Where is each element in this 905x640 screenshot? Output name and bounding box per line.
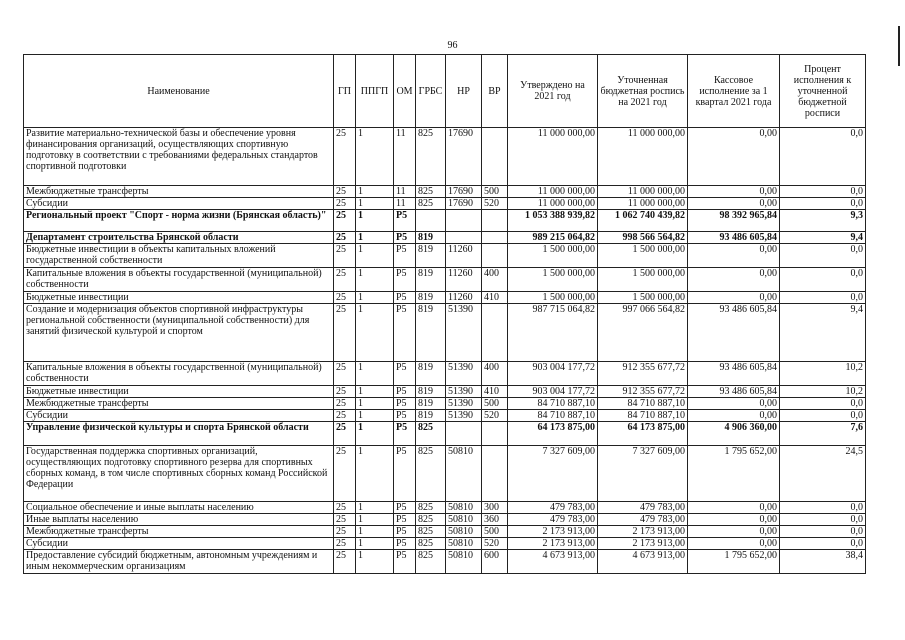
cell-grbs: 819 bbox=[416, 244, 446, 268]
cell-percent: 10,2 bbox=[780, 362, 866, 386]
cell-om: P5 bbox=[394, 244, 416, 268]
table-row bbox=[24, 362, 866, 386]
cell-np: 51390 bbox=[446, 398, 482, 410]
cell-gp: 25 bbox=[334, 304, 356, 362]
cell-vr bbox=[482, 244, 508, 268]
header-cash: Кассовое исполнение за 1 квартал 2021 года bbox=[688, 55, 780, 128]
cell-name: Межбюджетные трансферты bbox=[24, 526, 334, 538]
cell-refined: 11 000 000,00 bbox=[598, 186, 688, 198]
header-refined: Уточненная бюджетная роспись на 2021 год bbox=[598, 55, 688, 128]
cell-grbs: 825 bbox=[416, 526, 446, 538]
cell-ppgp: 1 bbox=[356, 268, 394, 292]
cell-name: Межбюджетные трансферты bbox=[24, 186, 334, 198]
cell-ppgp: 1 bbox=[356, 292, 394, 304]
cell-grbs: 819 bbox=[416, 398, 446, 410]
cell-vr bbox=[482, 128, 508, 186]
cell-cash: 0,00 bbox=[688, 292, 780, 304]
table-row bbox=[24, 446, 866, 502]
cell-percent: 0,0 bbox=[780, 292, 866, 304]
cell-np: 50810 bbox=[446, 502, 482, 514]
cell-ppgp: 1 bbox=[356, 304, 394, 362]
cell-cash: 1 795 652,00 bbox=[688, 550, 780, 574]
cell-grbs: 825 bbox=[416, 186, 446, 198]
cell-grbs bbox=[416, 210, 446, 232]
cell-refined: 912 355 677,72 bbox=[598, 362, 688, 386]
table-row bbox=[24, 198, 866, 210]
cell-approved: 1 053 388 939,82 bbox=[508, 210, 598, 232]
cell-refined: 1 062 740 439,82 bbox=[598, 210, 688, 232]
cell-cash: 4 906 360,00 bbox=[688, 422, 780, 446]
cell-np: 51390 bbox=[446, 410, 482, 422]
cell-om: P5 bbox=[394, 538, 416, 550]
cell-ppgp: 1 bbox=[356, 128, 394, 186]
cell-np: 17690 bbox=[446, 198, 482, 210]
cell-om: 11 bbox=[394, 198, 416, 210]
cell-ppgp: 1 bbox=[356, 514, 394, 526]
cell-approved: 64 173 875,00 bbox=[508, 422, 598, 446]
cell-refined: 479 783,00 bbox=[598, 502, 688, 514]
cell-refined: 84 710 887,10 bbox=[598, 410, 688, 422]
cell-gp: 25 bbox=[334, 210, 356, 232]
cell-refined: 7 327 609,00 bbox=[598, 446, 688, 502]
cell-percent: 38,4 bbox=[780, 550, 866, 574]
cell-vr: 600 bbox=[482, 550, 508, 574]
cell-gp: 25 bbox=[334, 526, 356, 538]
cell-percent: 9,4 bbox=[780, 232, 866, 244]
table-row bbox=[24, 244, 866, 268]
cell-grbs: 825 bbox=[416, 128, 446, 186]
cell-cash: 0,00 bbox=[688, 186, 780, 198]
table-row bbox=[24, 410, 866, 422]
cell-vr: 300 bbox=[482, 502, 508, 514]
cell-cash: 98 392 965,84 bbox=[688, 210, 780, 232]
cell-refined: 2 173 913,00 bbox=[598, 538, 688, 550]
cell-name: Капитальные вложения в объекты государственной (муниципальной) собственности bbox=[24, 268, 334, 292]
cell-cash: 0,00 bbox=[688, 514, 780, 526]
cell-om: P5 bbox=[394, 304, 416, 362]
cell-gp: 25 bbox=[334, 538, 356, 550]
cell-name: Социальное обеспечение и иные выплаты населению bbox=[24, 502, 334, 514]
cell-ppgp: 1 bbox=[356, 232, 394, 244]
cell-vr bbox=[482, 304, 508, 362]
cell-om: P5 bbox=[394, 446, 416, 502]
cell-gp: 25 bbox=[334, 398, 356, 410]
table-row bbox=[24, 422, 866, 446]
cell-gp: 25 bbox=[334, 186, 356, 198]
cell-gp: 25 bbox=[334, 446, 356, 502]
scan-edge-mark bbox=[898, 26, 900, 66]
cell-approved: 1 500 000,00 bbox=[508, 268, 598, 292]
cell-vr: 400 bbox=[482, 268, 508, 292]
cell-np bbox=[446, 210, 482, 232]
cell-grbs: 819 bbox=[416, 362, 446, 386]
cell-vr bbox=[482, 232, 508, 244]
cell-vr: 500 bbox=[482, 186, 508, 198]
cell-percent: 7,6 bbox=[780, 422, 866, 446]
cell-vr bbox=[482, 210, 508, 232]
cell-om: P5 bbox=[394, 232, 416, 244]
cell-gp: 25 bbox=[334, 292, 356, 304]
table-row bbox=[24, 186, 866, 198]
cell-np: 50810 bbox=[446, 538, 482, 550]
cell-approved: 987 715 064,82 bbox=[508, 304, 598, 362]
cell-np: 51390 bbox=[446, 304, 482, 362]
cell-refined: 479 783,00 bbox=[598, 514, 688, 526]
cell-om: P5 bbox=[394, 398, 416, 410]
cell-vr: 500 bbox=[482, 398, 508, 410]
cell-percent: 0,0 bbox=[780, 398, 866, 410]
cell-np: 50810 bbox=[446, 514, 482, 526]
cell-vr: 400 bbox=[482, 362, 508, 386]
cell-gp: 25 bbox=[334, 422, 356, 446]
cell-grbs: 825 bbox=[416, 198, 446, 210]
table-row bbox=[24, 210, 866, 232]
cell-refined: 1 500 000,00 bbox=[598, 244, 688, 268]
cell-np: 51390 bbox=[446, 386, 482, 398]
header-np: НР bbox=[446, 55, 482, 128]
cell-grbs: 819 bbox=[416, 386, 446, 398]
cell-om: P5 bbox=[394, 386, 416, 398]
cell-ppgp: 1 bbox=[356, 398, 394, 410]
table-row bbox=[24, 128, 866, 186]
cell-np: 11260 bbox=[446, 292, 482, 304]
cell-vr: 500 bbox=[482, 526, 508, 538]
cell-ppgp: 1 bbox=[356, 210, 394, 232]
cell-percent: 0,0 bbox=[780, 268, 866, 292]
cell-grbs: 819 bbox=[416, 292, 446, 304]
cell-om: P5 bbox=[394, 502, 416, 514]
cell-approved: 11 000 000,00 bbox=[508, 198, 598, 210]
cell-approved: 7 327 609,00 bbox=[508, 446, 598, 502]
cell-grbs: 825 bbox=[416, 538, 446, 550]
cell-ppgp: 1 bbox=[356, 422, 394, 446]
cell-name: Региональный проект "Спорт - норма жизни (Брянская область)" bbox=[24, 210, 334, 232]
cell-percent: 9,3 bbox=[780, 210, 866, 232]
cell-cash: 1 795 652,00 bbox=[688, 446, 780, 502]
cell-approved: 11 000 000,00 bbox=[508, 128, 598, 186]
cell-np bbox=[446, 232, 482, 244]
cell-gp: 25 bbox=[334, 198, 356, 210]
cell-ppgp: 1 bbox=[356, 244, 394, 268]
table-row bbox=[24, 550, 866, 574]
cell-name: Субсидии bbox=[24, 538, 334, 550]
cell-grbs: 825 bbox=[416, 550, 446, 574]
cell-vr: 520 bbox=[482, 198, 508, 210]
cell-name: Иные выплаты населению bbox=[24, 514, 334, 526]
cell-ppgp: 1 bbox=[356, 198, 394, 210]
cell-ppgp: 1 bbox=[356, 550, 394, 574]
cell-grbs: 825 bbox=[416, 446, 446, 502]
cell-grbs: 825 bbox=[416, 422, 446, 446]
cell-name: Капитальные вложения в объекты государственной (муниципальной) собственности bbox=[24, 362, 334, 386]
table-row bbox=[24, 304, 866, 362]
cell-om: P5 bbox=[394, 526, 416, 538]
cell-gp: 25 bbox=[334, 244, 356, 268]
cell-name: Государственная поддержка спортивных организаций, осуществляющих подготовку спортивного резерва для спортивных сборных команд, в том числе спортивных сборных команд Российской Федерации bbox=[24, 446, 334, 502]
cell-np: 11260 bbox=[446, 268, 482, 292]
header-vr: ВР bbox=[482, 55, 508, 128]
cell-approved: 1 500 000,00 bbox=[508, 244, 598, 268]
cell-percent: 10,2 bbox=[780, 386, 866, 398]
cell-name: Бюджетные инвестиции bbox=[24, 386, 334, 398]
cell-np: 50810 bbox=[446, 446, 482, 502]
table-row bbox=[24, 502, 866, 514]
cell-percent: 24,5 bbox=[780, 446, 866, 502]
cell-vr bbox=[482, 446, 508, 502]
cell-approved: 903 004 177,72 bbox=[508, 362, 598, 386]
cell-gp: 25 bbox=[334, 550, 356, 574]
cell-om: P5 bbox=[394, 210, 416, 232]
cell-np: 51390 bbox=[446, 362, 482, 386]
cell-ppgp: 1 bbox=[356, 362, 394, 386]
cell-approved: 479 783,00 bbox=[508, 502, 598, 514]
cell-refined: 2 173 913,00 bbox=[598, 526, 688, 538]
table-row bbox=[24, 398, 866, 410]
cell-refined: 84 710 887,10 bbox=[598, 398, 688, 410]
cell-grbs: 819 bbox=[416, 232, 446, 244]
cell-om: P5 bbox=[394, 410, 416, 422]
cell-np: 50810 bbox=[446, 550, 482, 574]
cell-om: P5 bbox=[394, 362, 416, 386]
cell-ppgp: 1 bbox=[356, 502, 394, 514]
cell-np bbox=[446, 422, 482, 446]
cell-om: P5 bbox=[394, 422, 416, 446]
cell-om: P5 bbox=[394, 514, 416, 526]
cell-ppgp: 1 bbox=[356, 538, 394, 550]
cell-approved: 11 000 000,00 bbox=[508, 186, 598, 198]
cell-approved: 2 173 913,00 bbox=[508, 538, 598, 550]
cell-om: 11 bbox=[394, 128, 416, 186]
cell-refined: 64 173 875,00 bbox=[598, 422, 688, 446]
cell-om: 11 bbox=[394, 186, 416, 198]
cell-np: 17690 bbox=[446, 186, 482, 198]
cell-om: P5 bbox=[394, 268, 416, 292]
cell-name: Бюджетные инвестиции в объекты капитальных вложений государственной собственности bbox=[24, 244, 334, 268]
cell-cash: 0,00 bbox=[688, 502, 780, 514]
cell-gp: 25 bbox=[334, 362, 356, 386]
cell-vr: 520 bbox=[482, 538, 508, 550]
cell-cash: 0,00 bbox=[688, 244, 780, 268]
cell-percent: 0,0 bbox=[780, 514, 866, 526]
cell-name: Межбюджетные трансферты bbox=[24, 398, 334, 410]
header-approved: Утверждено на 2021 год bbox=[508, 55, 598, 128]
table-row bbox=[24, 538, 866, 550]
cell-cash: 0,00 bbox=[688, 128, 780, 186]
cell-approved: 4 673 913,00 bbox=[508, 550, 598, 574]
cell-percent: 0,0 bbox=[780, 538, 866, 550]
cell-percent: 0,0 bbox=[780, 198, 866, 210]
cell-cash: 93 486 605,84 bbox=[688, 232, 780, 244]
cell-vr: 360 bbox=[482, 514, 508, 526]
cell-gp: 25 bbox=[334, 268, 356, 292]
header-percent: Процент исполнения к уточненной бюджетной росписи bbox=[780, 55, 866, 128]
cell-percent: 0,0 bbox=[780, 502, 866, 514]
table-row bbox=[24, 526, 866, 538]
cell-refined: 1 500 000,00 bbox=[598, 268, 688, 292]
cell-refined: 4 673 913,00 bbox=[598, 550, 688, 574]
cell-ppgp: 1 bbox=[356, 446, 394, 502]
page-number: 96 bbox=[447, 40, 458, 51]
cell-name: Управление физической культуры и спорта Брянской области bbox=[24, 422, 334, 446]
cell-om: P5 bbox=[394, 550, 416, 574]
cell-gp: 25 bbox=[334, 410, 356, 422]
cell-refined: 912 355 677,72 bbox=[598, 386, 688, 398]
cell-grbs: 825 bbox=[416, 514, 446, 526]
cell-approved: 2 173 913,00 bbox=[508, 526, 598, 538]
cell-approved: 1 500 000,00 bbox=[508, 292, 598, 304]
cell-approved: 84 710 887,10 bbox=[508, 410, 598, 422]
cell-approved: 479 783,00 bbox=[508, 514, 598, 526]
cell-grbs: 819 bbox=[416, 304, 446, 362]
table-row bbox=[24, 386, 866, 398]
cell-name: Создание и модернизация объектов спортивной инфраструктуры региональной собственности (муниципальной собственности) для занятий физической культурой и спортом bbox=[24, 304, 334, 362]
cell-ppgp: 1 bbox=[356, 386, 394, 398]
cell-approved: 989 215 064,82 bbox=[508, 232, 598, 244]
cell-percent: 0,0 bbox=[780, 244, 866, 268]
cell-np: 17690 bbox=[446, 128, 482, 186]
cell-cash: 0,00 bbox=[688, 268, 780, 292]
cell-ppgp: 1 bbox=[356, 526, 394, 538]
cell-percent: 0,0 bbox=[780, 186, 866, 198]
cell-cash: 0,00 bbox=[688, 198, 780, 210]
budget-execution-table bbox=[23, 54, 866, 574]
table-row bbox=[24, 268, 866, 292]
cell-np: 11260 bbox=[446, 244, 482, 268]
cell-cash: 93 486 605,84 bbox=[688, 362, 780, 386]
cell-refined: 1 500 000,00 bbox=[598, 292, 688, 304]
cell-ppgp: 1 bbox=[356, 410, 394, 422]
cell-name: Субсидии bbox=[24, 198, 334, 210]
cell-gp: 25 bbox=[334, 514, 356, 526]
cell-cash: 93 486 605,84 bbox=[688, 386, 780, 398]
cell-ppgp: 1 bbox=[356, 186, 394, 198]
cell-name: Предоставление субсидий бюджетным, автономным учреждениям и иным некоммерческим организациям bbox=[24, 550, 334, 574]
cell-gp: 25 bbox=[334, 232, 356, 244]
cell-cash: 0,00 bbox=[688, 410, 780, 422]
table-header-row bbox=[24, 55, 866, 128]
header-ppgp: ППГП bbox=[356, 55, 394, 128]
header-name: Наименование bbox=[24, 55, 334, 128]
cell-vr bbox=[482, 422, 508, 446]
cell-gp: 25 bbox=[334, 386, 356, 398]
cell-cash: 93 486 605,84 bbox=[688, 304, 780, 362]
cell-grbs: 819 bbox=[416, 268, 446, 292]
cell-refined: 998 566 564,82 bbox=[598, 232, 688, 244]
table-body bbox=[24, 128, 866, 574]
cell-refined: 11 000 000,00 bbox=[598, 198, 688, 210]
table-row bbox=[24, 292, 866, 304]
cell-om: P5 bbox=[394, 292, 416, 304]
cell-percent: 0,0 bbox=[780, 128, 866, 186]
cell-percent: 0,0 bbox=[780, 526, 866, 538]
cell-grbs: 825 bbox=[416, 502, 446, 514]
cell-approved: 903 004 177,72 bbox=[508, 386, 598, 398]
cell-name: Развитие материально-технической базы и обеспечение уровня финансирования организаций, осуществляющих спортивную подготовку в соответствии с требованиями федеральных стандартов спортивной подготовки bbox=[24, 128, 334, 186]
cell-np: 50810 bbox=[446, 526, 482, 538]
cell-cash: 0,00 bbox=[688, 538, 780, 550]
cell-vr: 410 bbox=[482, 292, 508, 304]
cell-cash: 0,00 bbox=[688, 526, 780, 538]
cell-vr: 520 bbox=[482, 410, 508, 422]
header-grbs: ГРБС bbox=[416, 55, 446, 128]
cell-percent: 0,0 bbox=[780, 410, 866, 422]
cell-refined: 11 000 000,00 bbox=[598, 128, 688, 186]
table-row bbox=[24, 514, 866, 526]
cell-name: Департамент строительства Брянской области bbox=[24, 232, 334, 244]
cell-gp: 25 bbox=[334, 128, 356, 186]
table-row bbox=[24, 232, 866, 244]
cell-vr: 410 bbox=[482, 386, 508, 398]
cell-gp: 25 bbox=[334, 502, 356, 514]
cell-refined: 997 066 564,82 bbox=[598, 304, 688, 362]
cell-name: Субсидии bbox=[24, 410, 334, 422]
cell-grbs: 819 bbox=[416, 410, 446, 422]
cell-approved: 84 710 887,10 bbox=[508, 398, 598, 410]
header-gp: ГП bbox=[334, 55, 356, 128]
cell-cash: 0,00 bbox=[688, 398, 780, 410]
cell-name: Бюджетные инвестиции bbox=[24, 292, 334, 304]
cell-percent: 9,4 bbox=[780, 304, 866, 362]
header-om: ОМ bbox=[394, 55, 416, 128]
